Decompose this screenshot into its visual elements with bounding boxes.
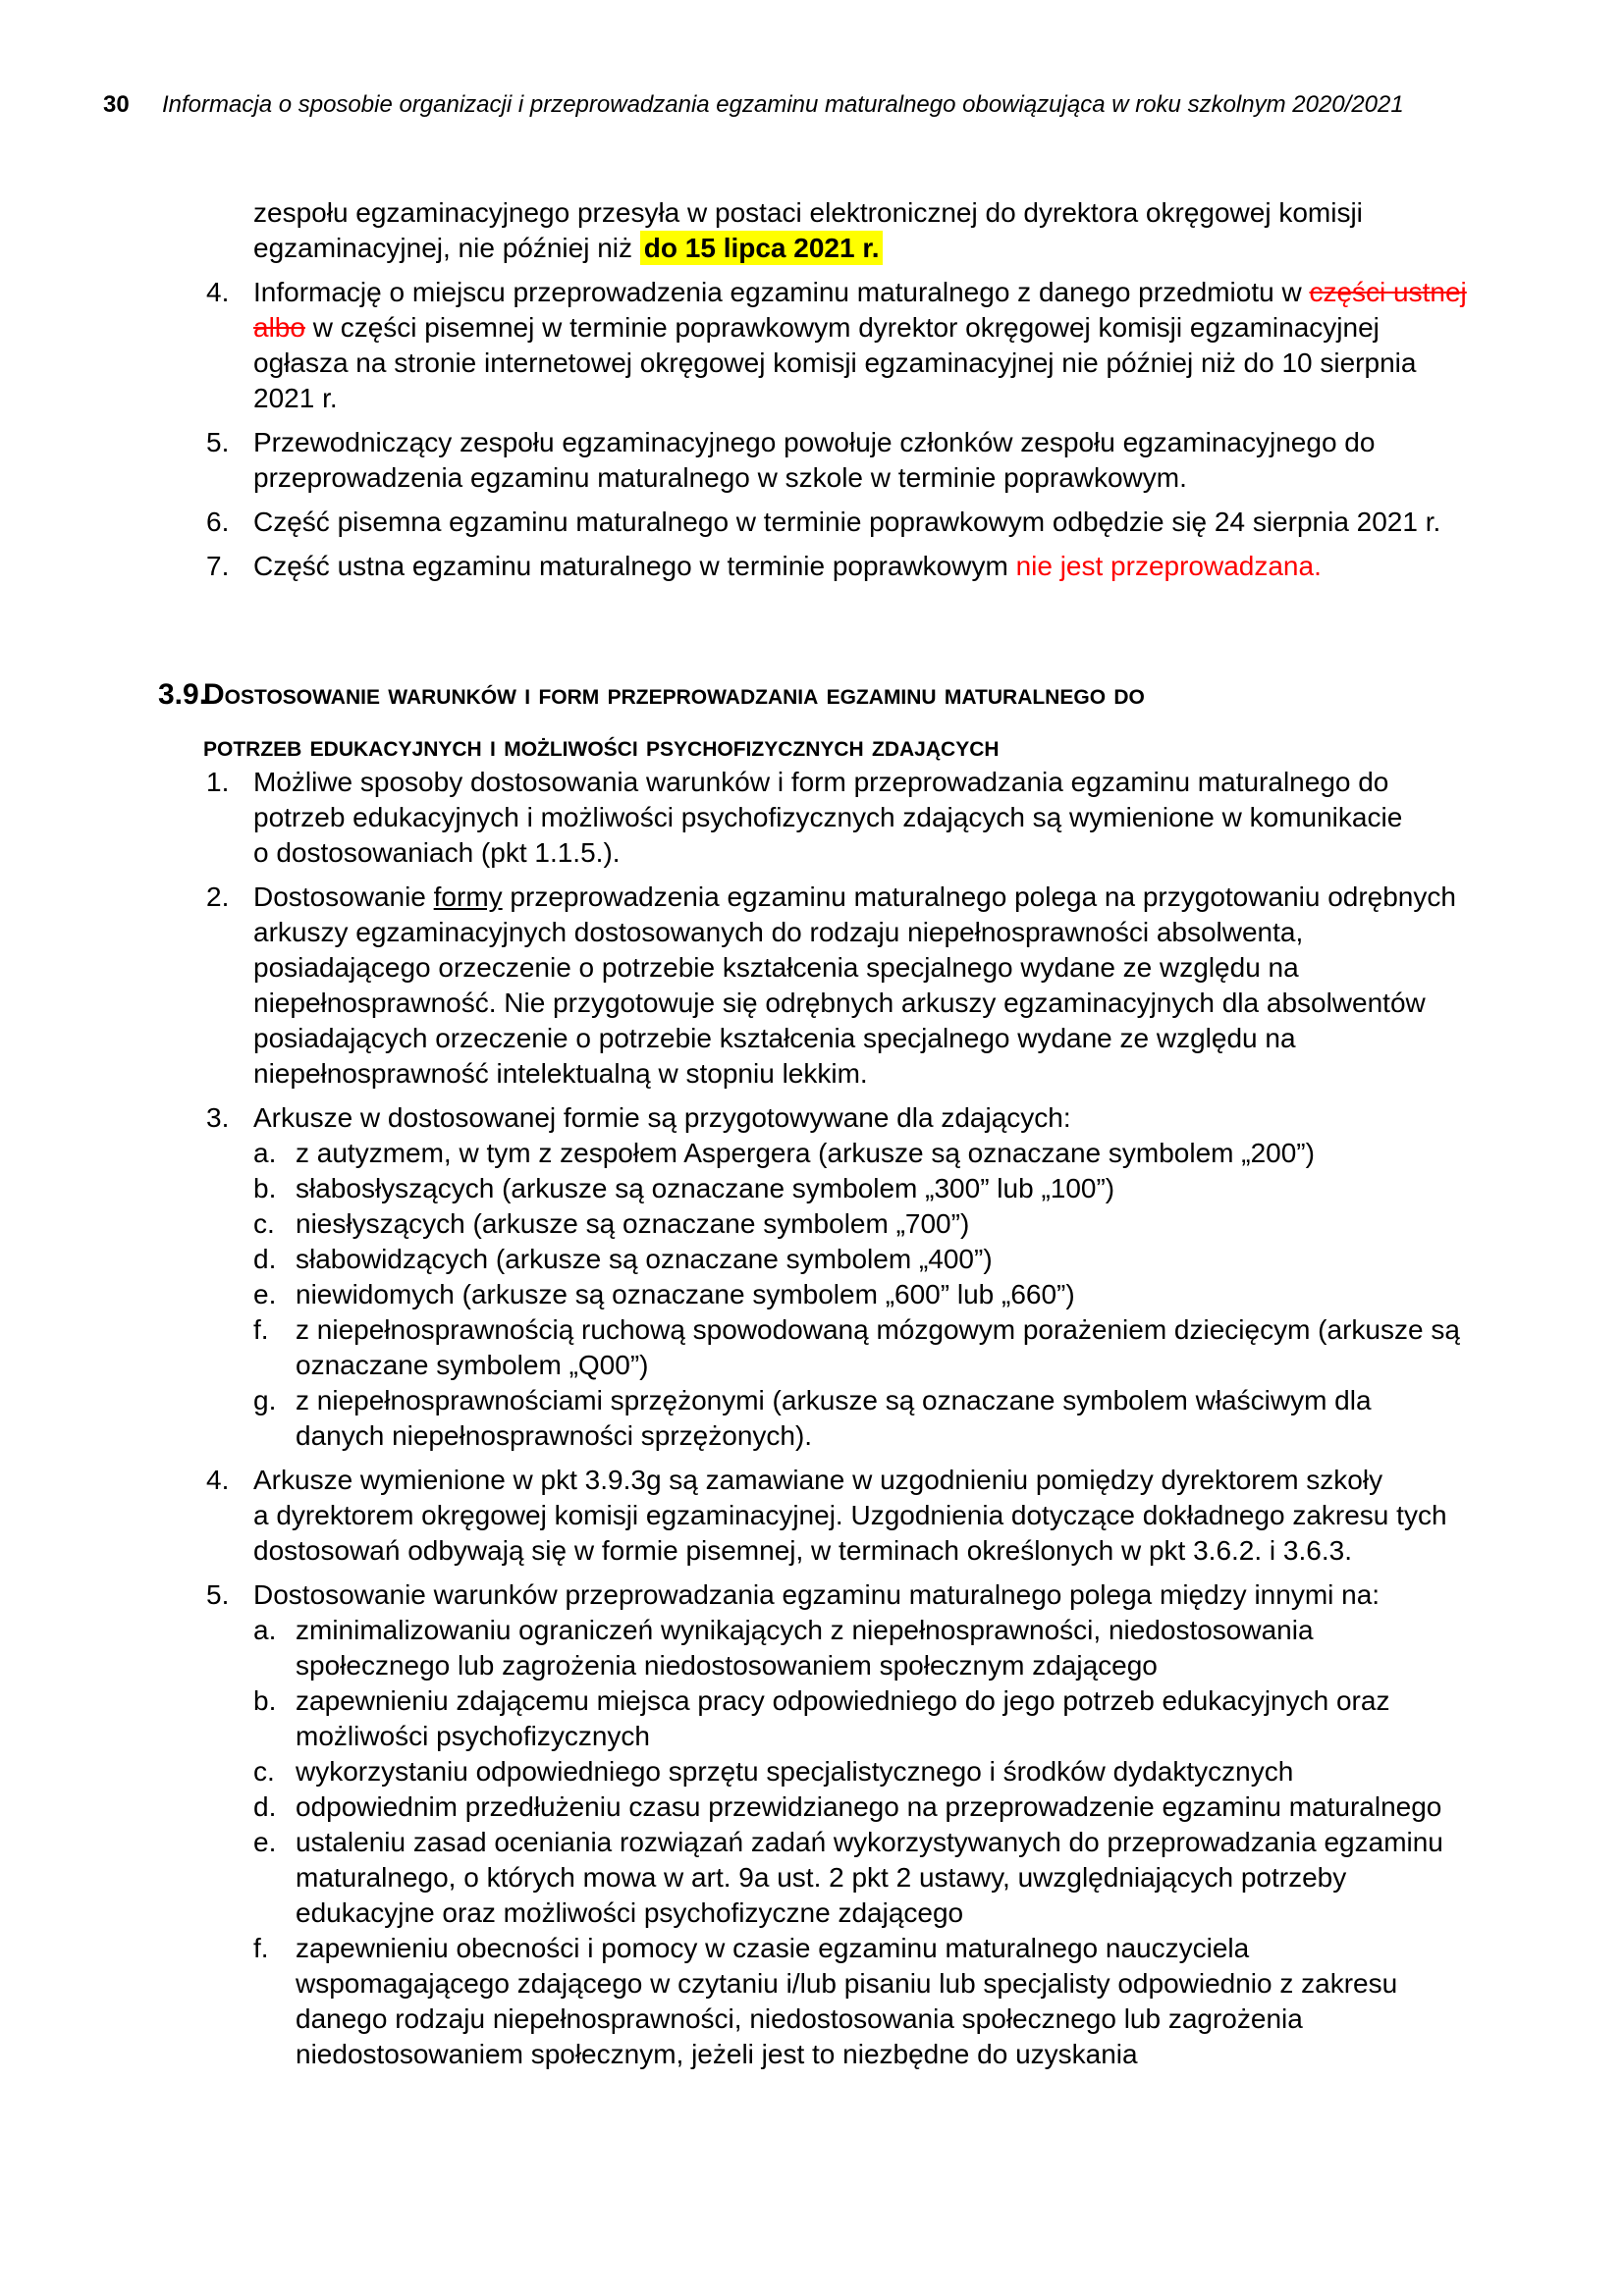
running-header-title: Informacja o sposobie organizacji i przeprowadzania egzaminu maturalnego obowiązująca w roku szkolnym 2020/2021 [162,91,1404,118]
list-item [206,275,1481,416]
list-item-body [296,1754,1466,1789]
list-marker: 4. [206,277,230,307]
list-marker: 1. [206,767,230,797]
text-run: Przewodniczący zespołu egzaminacyjnego powołuje członków zespołu egzaminacyjnego do przeprowadzenia egzaminu maturalnego w szkole w terminie poprawkowym. [253,427,1376,493]
list-item-text [253,425,1481,496]
list-item [253,1171,1466,1206]
section-title-line2: potrzeb edukacyjnych i możliwości psychofizycznych zdających [203,730,1000,763]
text-run: Arkusze w dostosowanej formie są przygotowywane dla zdających: [253,1102,1071,1133]
section-number: 3.9. [158,678,208,711]
list-item-text [296,1206,1466,1242]
list-item-text [253,195,1481,266]
list-item-text [296,1825,1466,1931]
sub-list [253,1136,1466,1454]
list-marker: 2. [206,881,230,912]
list-item-body [253,425,1481,496]
list-item-text [253,1577,1466,1613]
list-item [253,1789,1466,1825]
list-item-text [296,1789,1466,1825]
text-run: Część ustna egzaminu maturalnego w terminie poprawkowym [253,551,1016,581]
list-item [206,1577,1466,2072]
list-item [206,425,1481,496]
list-item-body [253,275,1481,416]
page-number: 30 [103,91,130,118]
text-run: niewidomych (arkusze są oznaczane symbolem „600” lub „660”) [296,1279,1075,1309]
list-item-text [253,505,1481,540]
text-run-underline: formy [433,881,503,912]
text-run: słabosłyszących (arkusze są oznaczane symbolem „300” lub „100”) [296,1173,1115,1203]
list-marker: 6. [206,507,230,537]
list-marker: d. [253,1244,277,1274]
list-marker [206,195,253,266]
list-marker: d. [253,1791,277,1822]
list-item [253,1683,1466,1754]
list-item-text [296,1613,1466,1683]
list-marker: b. [253,1173,277,1203]
section-heading [158,668,1506,773]
list-marker: c. [253,1208,275,1239]
text-run-red: nie jest przeprowadzana. [1015,551,1322,581]
list-item-text [253,1100,1466,1136]
list-marker: f. [253,1933,269,1963]
list-item-body [296,1931,1466,2072]
list-marker: f. [253,1314,269,1345]
list-marker: 3. [206,1102,230,1133]
text-run: Dostosowanie warunków przeprowadzania egzaminu maturalnego polega między innymi na: [253,1579,1380,1610]
text-run: wykorzystaniu odpowiedniego sprzętu specjalistycznego i środków dydaktycznych [296,1756,1294,1787]
text-run: ustaleniu zasad oceniania rozwiązań zadań wykorzystywanych do przeprowadzania egzaminu maturalnego, o których mowa w art. 9a ust. 2 pkt 2 ustawy, uwzględniających potrzeby edukacyjne oraz możliwości psychofizyczne zdającego [296,1827,1443,1928]
list-item-text [253,1463,1466,1569]
list-item-body [253,1463,1466,1569]
numbered-list-section [206,765,1466,2072]
list-item [253,1754,1466,1789]
list-item-text [253,275,1481,416]
text-run: w części pisemnej w terminie poprawkowym dyrektor okręgowej komisji egzaminacyjnej ogłasza na stronie internetowej okręgowej komisji egzaminacyjnej nie później niż do 10 sierpnia 2021 r. [253,312,1417,413]
page-header [103,90,1526,120]
list-item-text [253,765,1466,871]
sub-list [253,1613,1466,2072]
text-run: zminimalizowaniu ograniczeń wynikających z niepełnosprawności, niedostosowania społecznego lub zagrożenia niedostosowaniem społecznym zdającego [296,1615,1314,1681]
text-run: z autyzmem, w tym z zespołem Aspergera (arkusze są oznaczane symbolem „200”) [296,1138,1315,1168]
text-run-highlight: do 15 lipca 2021 r. [640,231,884,265]
list-marker: 5. [206,1579,230,1610]
list-item-text [296,1931,1466,2072]
text-run: niesłyszących (arkusze są oznaczane symbolem „700”) [296,1208,970,1239]
list-item-text [253,880,1466,1092]
section-title [203,668,1145,773]
text-run: zapewnieniu zdającemu miejsca pracy odpowiedniego do jego potrzeb edukacyjnych oraz możliwości psychofizycznych [296,1685,1390,1751]
list-item-body [296,1825,1466,1931]
list-item-text [296,1683,1466,1754]
list-marker: 4. [206,1465,230,1495]
list-marker: e. [253,1279,277,1309]
list-marker: g. [253,1385,277,1415]
list-item-body [296,1136,1466,1171]
list-item-text [296,1136,1466,1171]
list-item [253,1383,1466,1454]
list-item-body [296,1312,1466,1383]
list-marker: a. [253,1615,277,1645]
list-item-text [296,1383,1466,1454]
list-item-body [296,1206,1466,1242]
list-item-text [296,1242,1466,1277]
text-run: przeprowadzenia egzaminu maturalnego polega na przygotowaniu odrębnych arkuszy egzaminacyjnych dostosowanych do rodzaju niepełnosprawności absolwenta, posiadającego orzeczenie o potrzebie kształcenia specjalnego wydane ze względu na niepełnosprawność. Nie przygotowuje się odrębnych arkuszy egzaminacyjnych dla absolwentów posiadających orzeczenie o potrzebie kształcenia specjalnego wydane ze względu na niepełnosprawność intelektualną w stopniu lekkim. [253,881,1456,1089]
list-marker: 5. [206,427,230,457]
list-item-body [253,1577,1466,2072]
list-item-body [296,1789,1466,1825]
numbered-list-top [206,195,1481,584]
list-item-body [296,1613,1466,1683]
text-run-red-strike: części ustnej albo [253,277,1467,343]
list-item [206,549,1481,584]
list-item-body [253,549,1481,584]
text-run: z niepełnosprawnością ruchową spowodowaną mózgowym porażeniem dziecięcym (arkusze są oznaczane symbolem „Q00”) [296,1314,1460,1380]
list-item-body [253,1100,1466,1454]
list-item-text [296,1277,1466,1312]
list-item-body [253,505,1481,540]
list-item-body [296,1277,1466,1312]
list-marker: e. [253,1827,277,1857]
list-marker: 7. [206,551,230,581]
list-item-body [253,765,1466,871]
list-item [206,765,1466,871]
list-item [253,1206,1466,1242]
text-run: z niepełnosprawnościami sprzężonymi (arkusze są oznaczane symbolem właściwym dla danych niepełnosprawności sprzężonych). [296,1385,1372,1451]
list-marker: b. [253,1685,277,1716]
text-run: Możliwe sposoby dostosowania warunków i form przeprowadzania egzaminu maturalnego do potrzeb edukacyjnych i możliwości psychofizycznych zdających są wymienione w komunikacie o dostosowaniach (pkt 1.1.5.). [253,767,1403,868]
list-item [253,1277,1466,1312]
text-run: Arkusze wymienione w pkt 3.9.3g są zamawiane w uzgodnieniu pomiędzy dyrektorem szkoły a dyrektorem okręgowej komisji egzaminacyjnej. Uzgodnienia dotyczące dokładnego zakresu tych dostosowań odbywają się w formie pisemnej, w terminach określonych w pkt 3.6.2. i 3.6.3. [253,1465,1447,1566]
text-run: słabowidzących (arkusze są oznaczane symbolem „400”) [296,1244,993,1274]
list-item-body [296,1171,1466,1206]
list-item [253,1136,1466,1171]
list-item-body [253,195,1481,266]
list-item-text [296,1171,1466,1206]
text-run: zespołu egzaminacyjnego przesyła w postaci elektronicznej do dyrektora okręgowej komisji egzaminacyjnej, nie później niż [253,197,1363,263]
text-run: zapewnieniu obecności i pomocy w czasie egzaminu maturalnego nauczyciela wspomagającego zdającego w czytaniu i/lub pisaniu lub specjalisty odpowiednio z zakresu danego rodzaju niepełnosprawności, niedostosowania społecznego lub zagrożenia niedostosowaniem społecznym, jeżeli jest to niezbędne do uzyskania [296,1933,1398,2069]
list-item-body [253,880,1466,1092]
list-item [206,1100,1466,1454]
list-item [253,1825,1466,1931]
list-item [206,1463,1466,1569]
list-item [206,505,1481,540]
list-item-text [296,1754,1466,1789]
list-item [253,1312,1466,1383]
text-run: Dostosowanie [253,881,434,912]
list-marker: a. [253,1138,277,1168]
list-marker: c. [253,1756,275,1787]
section-title-line1: Dostosowanie warunków i form przeprowadzania egzaminu maturalnego do [203,678,1145,711]
list-item-body [296,1383,1466,1454]
text-run: odpowiednim przedłużeniu czasu przewidzianego na przeprowadzenie egzaminu maturalnego [296,1791,1442,1822]
list-item-text [253,549,1481,584]
list-item [253,1242,1466,1277]
list-item-body [296,1683,1466,1754]
text-run: Część pisemna egzaminu maturalnego w terminie poprawkowym odbędzie się 24 sierpnia 2021 r. [253,507,1441,537]
list-item [206,195,1481,266]
list-item-text [296,1312,1466,1383]
text-run: Informację o miejscu przeprowadzenia egzaminu maturalnego z danego przedmiotu w [253,277,1310,307]
list-item [206,880,1466,1092]
list-item-body [296,1242,1466,1277]
list-item [253,1931,1466,2072]
list-item [253,1613,1466,1683]
